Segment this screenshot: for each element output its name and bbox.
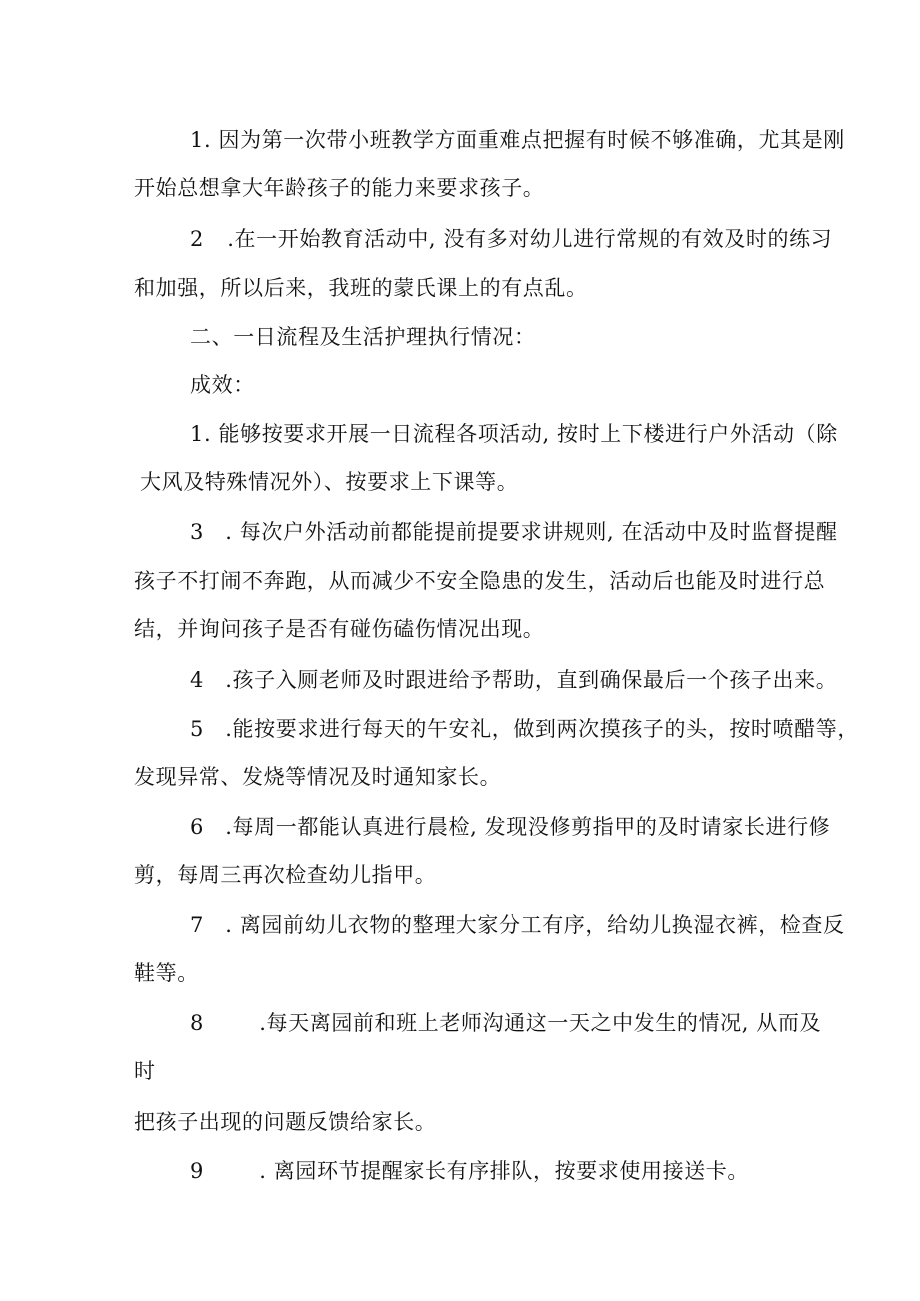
item3-line-1 bbox=[190, 518, 838, 546]
item1-line-1: 1. 能够按要求开展一日流程各项活动, 按时上下楼进行户外活动（除 bbox=[190, 422, 838, 446]
item3-line-3: 结，并询问孩子是否有碰伤磕伤情况出现。 bbox=[134, 617, 545, 641]
p2-text: .在一开始教育活动中, 没有多对幼儿进行常规的有效及时的练习 bbox=[227, 227, 833, 251]
item3-line-2: 孩子不打闹不奔跑，从而减少不安全隐患的发生，活动后也能及时进行总 bbox=[134, 569, 826, 593]
p2-line-1 bbox=[190, 225, 832, 253]
item8-line-3: 把孩子出现的问题反馈给家长。 bbox=[134, 1110, 437, 1134]
item6-number: 6 bbox=[190, 815, 204, 839]
item9-text: . 离园环节提醒家长有序排队，按要求使用接送卡。 bbox=[259, 1159, 749, 1183]
p1-line-2: 开始总想拿大年龄孩子的能力来要求孩子。 bbox=[134, 176, 545, 200]
item6-line-1 bbox=[190, 813, 830, 841]
item5-line-2: 发现异常、发烧等情况及时通知家长。 bbox=[134, 765, 502, 789]
item7-line-2: 鞋等。 bbox=[134, 961, 199, 985]
item7-number: 7 bbox=[190, 913, 204, 937]
item6-text: .每周一都能认真进行晨检, 发现没修剪指甲的及时请家长进行修 bbox=[225, 815, 831, 839]
p2-line-2: 和加强，所以后来，我班的蒙氏课上的有点乱。 bbox=[134, 276, 588, 300]
item8-number: 8 bbox=[190, 1011, 204, 1035]
item7-text: . 离园前幼儿衣物的整理大家分工有序，给幼儿换湿衣裤，检查反 bbox=[225, 913, 845, 937]
item3-text: . 每次户外活动前都能提前提要求讲规则, 在活动中及时监督提醒 bbox=[225, 520, 838, 544]
item4-number: 4 bbox=[190, 668, 204, 692]
item9-number: 9 bbox=[190, 1159, 204, 1183]
item8-line-2: 时 bbox=[134, 1059, 156, 1083]
section-heading: 二、一日流程及生活护理执行情况： bbox=[190, 325, 536, 349]
p1-line-1: 1. 因为第一次带小班教学方面重难点把握有时候不够准确，尤其是刚 bbox=[190, 128, 845, 152]
item9-line-1 bbox=[190, 1157, 749, 1185]
item4-text: .孩子入厕老师及时跟进给予帮助，直到确保最后一个孩子出来。 bbox=[225, 668, 838, 692]
item5-number: 5 bbox=[190, 717, 204, 741]
section-subheading: 成效： bbox=[190, 373, 255, 397]
item8-text: .每天离园前和班上老师沟通这一天之中发生的情况, 从而及 bbox=[259, 1011, 822, 1035]
item6-line-2: 剪，每周三再次检查幼儿指甲。 bbox=[134, 863, 437, 887]
item7-line-1 bbox=[190, 911, 845, 939]
item5-line-1 bbox=[190, 715, 859, 743]
item4-line-1 bbox=[190, 666, 837, 694]
item1-line-2: 大风及特殊情况外）、按要求上下课等。 bbox=[140, 470, 519, 494]
item8-line-1 bbox=[190, 1009, 821, 1037]
item5-text: .能按要求进行每天的午安礼，做到两次摸孩子的头，按时喷醋等， bbox=[225, 717, 859, 741]
p2-number: 2 bbox=[190, 227, 204, 251]
item3-number: 3 bbox=[190, 520, 204, 544]
